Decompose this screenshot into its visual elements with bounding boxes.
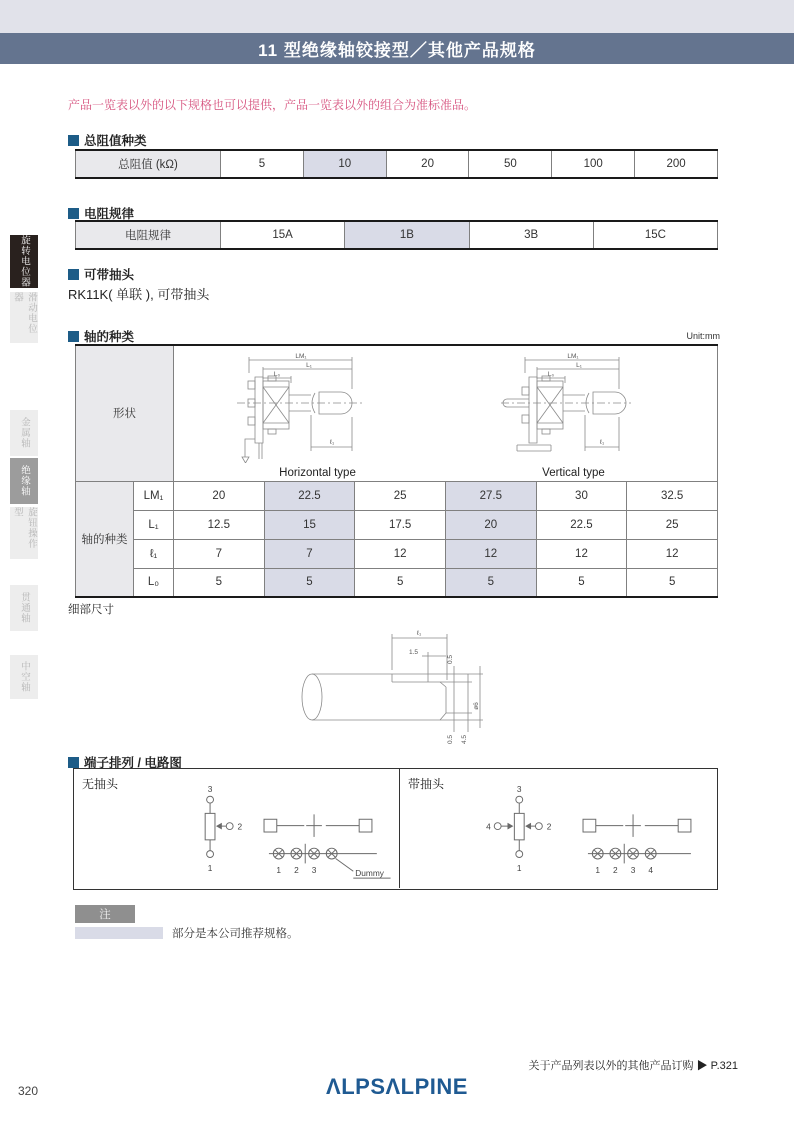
tap-availability-text: RK11K( 单联 ), 可带抽头 [68,287,210,302]
value-cell: 30 [536,481,627,510]
terminal-diagram-box [73,768,718,890]
value-cell-highlighted: 10 [303,150,386,178]
tap-circuit-figure [406,781,711,889]
terminal-number: 3 [311,865,317,876]
taper-table [75,220,718,250]
section-heading-label: 可带抽头 [84,268,135,282]
value-cell-highlighted: 1B [345,221,469,249]
value-cell: 15A [221,221,345,249]
section-marker-icon [68,208,79,219]
terminal-number: 1 [595,865,601,876]
value-cell-highlighted: 27.5 [445,481,536,510]
shaft-types-table [75,344,718,598]
terminal-number: 2 [294,865,299,876]
value-cell: 12 [536,539,627,568]
value-cell-highlighted: 22.5 [264,481,355,510]
dim-label-ell1: ℓ₁ [329,439,335,447]
dim-label-lm1: LM₁ [567,353,579,361]
value-cell: 12 [355,539,446,568]
sidebar-tab-metal-shaft[interactable]: 金属轴 [10,410,38,456]
dim-label-dia6: ø6 [473,702,480,710]
tap-panel-label: 带抽头 [408,777,445,791]
dim-label-0-5-top: 0.5 [447,654,454,664]
value-cell: 22.5 [536,510,627,539]
sidebar-tab-knob-operation[interactable]: 旋钮操作型 [10,507,38,559]
terminal-number: 3 [630,865,636,876]
section-heading-tap [68,265,134,283]
figure-caption: Vertical type [542,467,605,480]
section-marker-icon [68,269,79,280]
table-row [76,568,718,597]
value-cell: 5 [536,568,627,597]
table-row [76,481,718,510]
value-cell: 32.5 [627,481,718,510]
section-heading-label: 总阻值种类 [84,134,147,148]
shape-drawings-cell [174,345,718,481]
vertical-type-drawing [461,351,686,463]
pin-label-1: 1 [516,863,522,874]
sidebar-tab-hollow-shaft[interactable]: 中空轴 [10,655,38,699]
section-marker-icon [68,331,79,342]
recommended-spec-swatch [75,927,163,939]
value-cell: 5 [355,568,446,597]
value-cell: 50 [469,150,552,178]
value-cell: 5 [221,150,304,178]
terminal-number: 2 [613,865,618,876]
section-heading-total-resistance [68,131,147,149]
dim-row-label: L₁ [134,510,174,539]
dim-label-l1: L₁ [576,362,582,370]
sidebar-tab-slide-potentiometer[interactable]: 滑动电位器 [10,292,38,343]
dim-row-label: LM₁ [134,481,174,510]
table-row [76,345,718,481]
note-badge: 注 [75,905,135,923]
table-row [76,221,718,249]
value-cell-highlighted: 12 [445,539,536,568]
total-resistance-table [75,149,718,179]
top-strip [0,0,794,33]
dim-label-l1: L₁ [306,362,312,370]
dim-label-l0: L₀ [547,371,555,379]
group-header-cell: 轴的种类 [76,481,134,597]
pin-label-4: 4 [486,821,491,832]
terminal-number: 4 [648,865,654,876]
row-header-cell: 总阻值 (kΩ) [76,150,221,178]
value-cell: 20 [174,481,265,510]
value-cell: 100 [552,150,635,178]
no-tap-circuit-drawing [82,781,397,884]
detail-dimensions-figure [282,614,497,751]
dim-label-1-5: 1.5 [408,649,418,656]
dim-label-l0: L₀ [273,371,281,379]
section-marker-icon [68,135,79,146]
sidebar-tab-rotary-potentiometer[interactable]: 旋转电位器 [10,235,38,288]
dim-label-ell1: ℓ₁ [599,439,605,447]
dim-label-ell1: ℓ₁ [416,630,422,637]
section-heading-label: 电阻规律 [84,207,135,221]
value-cell: 25 [627,510,718,539]
panel-divider [399,769,400,888]
value-cell: 12.5 [174,510,265,539]
value-cell: 200 [635,150,718,178]
pin-label-3: 3 [207,783,213,794]
title-bar [0,33,794,64]
value-cell: 12 [627,539,718,568]
value-cell-highlighted: 5 [264,568,355,597]
value-cell-highlighted: 15 [264,510,355,539]
table-row [76,539,718,568]
pin-label-2: 2 [546,821,552,832]
pin-label-3: 3 [516,783,522,794]
note-text: 部分是本公司推荐规格。 [172,928,299,940]
dim-label-4-5: 4.5 [461,734,468,744]
page-number: 320 [18,1084,39,1098]
value-cell: 20 [386,150,469,178]
dummy-label: Dummy [355,868,384,879]
section-marker-icon [68,757,79,768]
no-tap-circuit-figure [82,781,397,889]
value-cell-highlighted: 20 [445,510,536,539]
section-heading-label: 轴的种类 [84,330,135,344]
alpsalpine-logo: ΛLPSΛLPINE [326,1074,468,1099]
figure-vertical-type [461,351,686,479]
dim-row-label: ℓ₁ [134,539,174,568]
value-cell-highlighted: 7 [264,539,355,568]
value-cell: 5 [174,568,265,597]
shaft-detail-drawing [282,614,497,746]
value-cell: 7 [174,539,265,568]
horizontal-type-drawing [205,351,430,463]
no-tap-panel-label: 无抽头 [82,777,119,791]
pin-label-1: 1 [207,863,213,874]
shape-row-header-cell: 形状 [76,345,174,481]
pin-label-2: 2 [237,821,243,832]
dim-label-lm1: LM₁ [295,353,307,361]
unit-label: Unit:mm [686,331,720,341]
section-heading-label: 端子排列 / 电路图 [84,756,182,770]
tap-circuit-drawing [406,781,711,884]
sidebar-tab-insulated-shaft[interactable]: 绝缘轴 [10,458,38,504]
figure-caption: Horizontal type [279,467,356,480]
other-products-link[interactable]: 关于产品列表以外的其他产品订购 ▶ P.321 [528,1060,738,1072]
figure-horizontal-type [205,351,430,479]
terminal-number: 1 [276,865,282,876]
dim-label-0-5-bottom: 0.5 [447,734,454,744]
dim-row-label: L₀ [134,568,174,597]
table-row [76,510,718,539]
section-heading-shaft-types [68,327,134,345]
value-cell: 5 [627,568,718,597]
availability-notice: 产品一览表以外的以下规格也可以提供，产品一览表以外的组合为准标准品。 [68,98,477,112]
row-header-cell: 电阻规律 [76,221,221,249]
value-cell: 17.5 [355,510,446,539]
value-cell: 15C [593,221,717,249]
value-cell-highlighted: 5 [445,568,536,597]
detail-dimensions-heading: 细部尺寸 [68,604,114,616]
sidebar-tab-through-shaft[interactable]: 贯通轴 [10,585,38,631]
page-title: 11 型绝缘轴铰接型／其他产品规格 [258,41,536,60]
value-cell: 25 [355,481,446,510]
table-row [76,150,718,178]
value-cell: 3B [469,221,593,249]
